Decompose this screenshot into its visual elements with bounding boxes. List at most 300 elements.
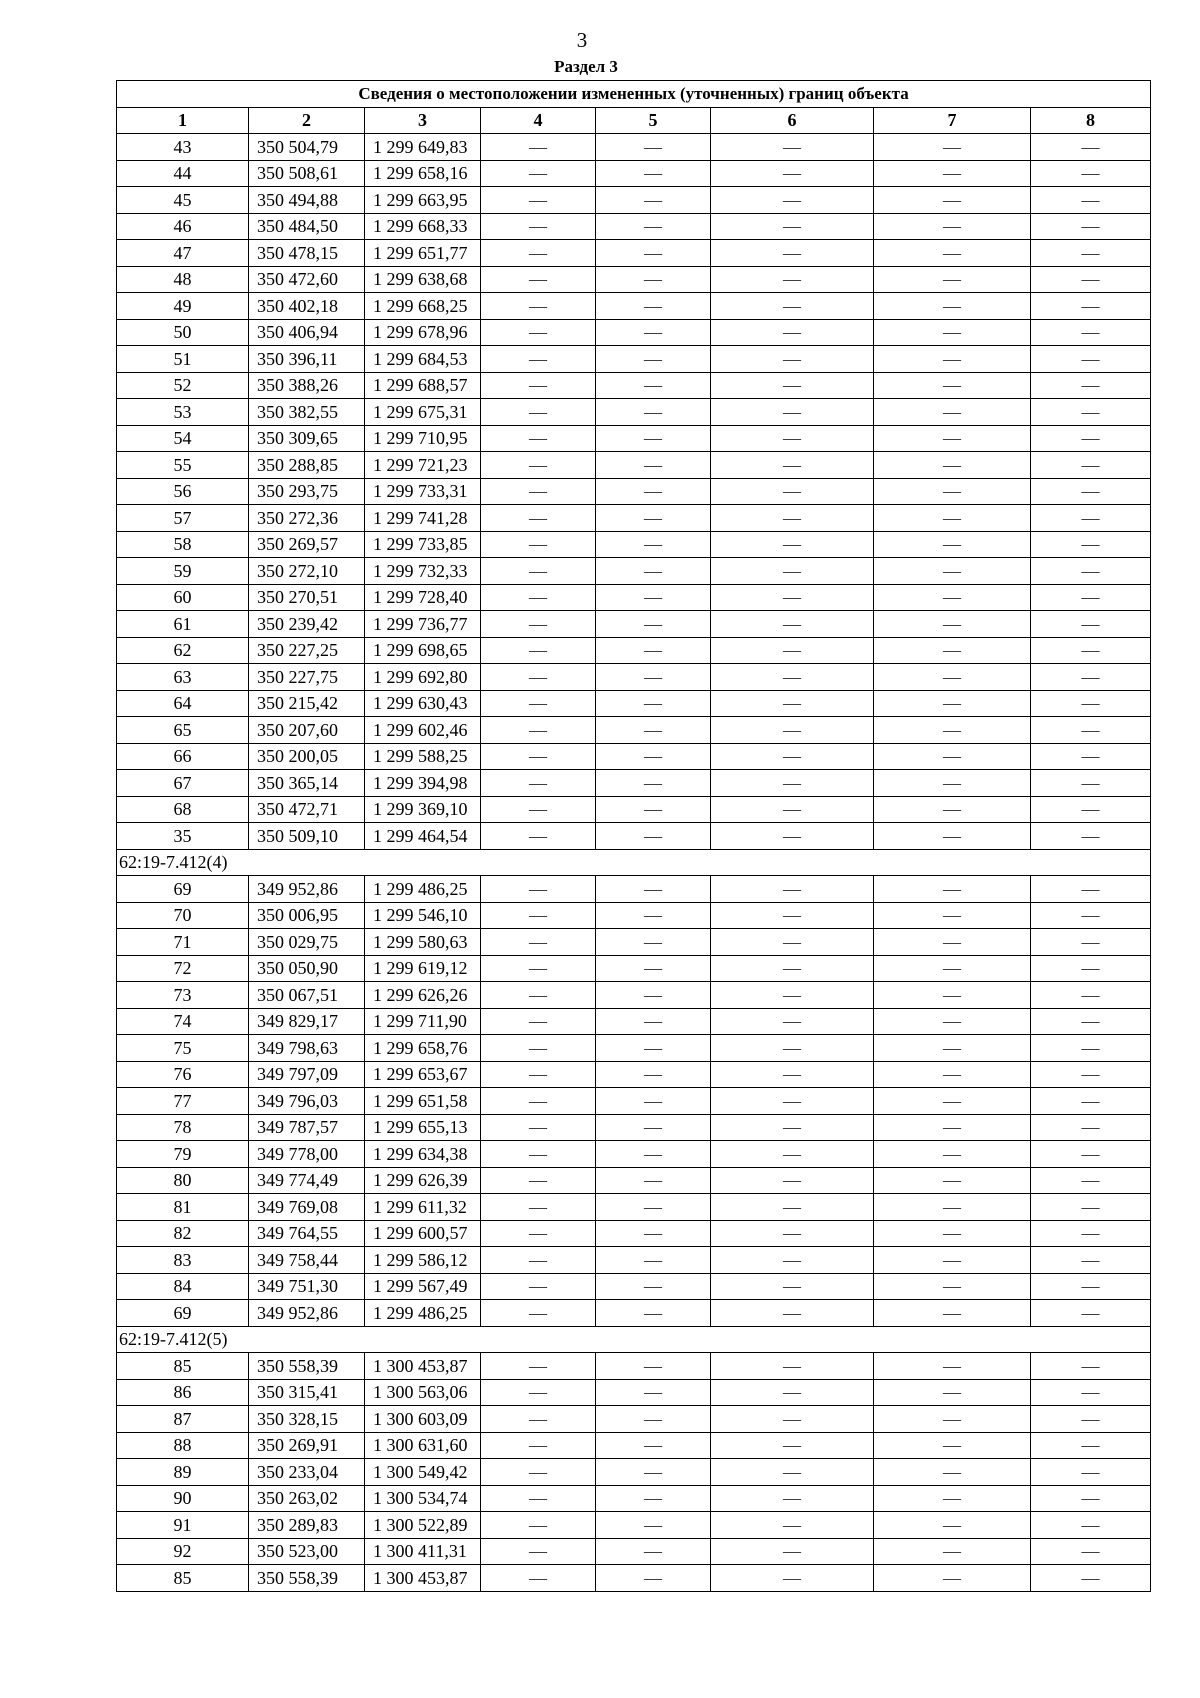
empty-value-cell: — <box>711 902 874 929</box>
table-row <box>117 1432 1151 1459</box>
empty-value-cell: — <box>711 1035 874 1062</box>
empty-value-cell: — <box>1031 558 1151 585</box>
point-number-cell: 67 <box>117 770 249 797</box>
y-coordinate-cell: 1 299 658,16 <box>365 160 481 187</box>
column-header-6: 6 <box>711 107 874 134</box>
y-coordinate-cell: 1 299 588,25 <box>365 743 481 770</box>
point-number-cell: 54 <box>117 425 249 452</box>
table-row <box>117 134 1151 161</box>
empty-value-cell: — <box>481 531 596 558</box>
empty-value-cell: — <box>711 505 874 532</box>
y-coordinate-cell: 1 299 658,76 <box>365 1035 481 1062</box>
point-number-cell: 64 <box>117 690 249 717</box>
empty-value-cell: — <box>481 293 596 320</box>
empty-value-cell: — <box>1031 1273 1151 1300</box>
empty-value-cell: — <box>874 452 1031 479</box>
empty-value-cell: — <box>481 452 596 479</box>
x-coordinate-cell: 350 272,10 <box>249 558 365 585</box>
table-row <box>117 902 1151 929</box>
table-row <box>117 664 1151 691</box>
y-coordinate-cell: 1 299 692,80 <box>365 664 481 691</box>
y-coordinate-cell: 1 300 453,87 <box>365 1565 481 1592</box>
y-coordinate-cell: 1 299 710,95 <box>365 425 481 452</box>
y-coordinate-cell: 1 299 486,25 <box>365 1300 481 1327</box>
empty-value-cell: — <box>874 187 1031 214</box>
empty-value-cell: — <box>1031 1114 1151 1141</box>
empty-value-cell: — <box>711 1167 874 1194</box>
table-row <box>117 558 1151 585</box>
empty-value-cell: — <box>711 982 874 1009</box>
x-coordinate-cell: 350 272,36 <box>249 505 365 532</box>
y-coordinate-cell: 1 299 728,40 <box>365 584 481 611</box>
x-coordinate-cell: 349 952,86 <box>249 876 365 903</box>
y-coordinate-cell: 1 299 634,38 <box>365 1141 481 1168</box>
point-number-cell: 91 <box>117 1512 249 1539</box>
x-coordinate-cell: 350 293,75 <box>249 478 365 505</box>
y-coordinate-cell: 1 299 619,12 <box>365 955 481 982</box>
x-coordinate-cell: 350 382,55 <box>249 399 365 426</box>
table-row <box>117 743 1151 770</box>
empty-value-cell: — <box>596 425 711 452</box>
empty-value-cell: — <box>874 876 1031 903</box>
point-number-cell: 74 <box>117 1008 249 1035</box>
empty-value-cell: — <box>596 1008 711 1035</box>
empty-value-cell: — <box>711 478 874 505</box>
empty-value-cell: — <box>874 1061 1031 1088</box>
empty-value-cell: — <box>711 1008 874 1035</box>
empty-value-cell: — <box>874 823 1031 850</box>
point-number-cell: 80 <box>117 1167 249 1194</box>
empty-value-cell: — <box>481 664 596 691</box>
empty-value-cell: — <box>711 1538 874 1565</box>
empty-value-cell: — <box>874 160 1031 187</box>
empty-value-cell: — <box>1031 1141 1151 1168</box>
x-coordinate-cell: 350 029,75 <box>249 929 365 956</box>
y-coordinate-cell: 1 299 733,85 <box>365 531 481 558</box>
empty-value-cell: — <box>711 1379 874 1406</box>
empty-value-cell: — <box>874 1379 1031 1406</box>
empty-value-cell: — <box>874 1512 1031 1539</box>
y-coordinate-cell: 1 299 546,10 <box>365 902 481 929</box>
x-coordinate-cell: 350 200,05 <box>249 743 365 770</box>
empty-value-cell: — <box>1031 160 1151 187</box>
empty-value-cell: — <box>481 372 596 399</box>
empty-value-cell: — <box>1031 611 1151 638</box>
empty-value-cell: — <box>596 584 711 611</box>
empty-value-cell: — <box>1031 346 1151 373</box>
empty-value-cell: — <box>481 160 596 187</box>
empty-value-cell: — <box>596 1141 711 1168</box>
y-coordinate-cell: 1 299 638,68 <box>365 266 481 293</box>
empty-value-cell: — <box>596 1406 711 1433</box>
table-row <box>117 1035 1151 1062</box>
y-coordinate-cell: 1 299 698,65 <box>365 637 481 664</box>
group-header-row <box>117 849 1151 876</box>
boundary-coordinates-table <box>116 80 1151 1592</box>
y-coordinate-cell: 1 299 721,23 <box>365 452 481 479</box>
empty-value-cell: — <box>874 505 1031 532</box>
empty-value-cell: — <box>596 1061 711 1088</box>
empty-value-cell: — <box>874 637 1031 664</box>
empty-value-cell: — <box>596 1459 711 1486</box>
table-row <box>117 319 1151 346</box>
empty-value-cell: — <box>1031 637 1151 664</box>
x-coordinate-cell: 350 006,95 <box>249 902 365 929</box>
point-number-cell: 90 <box>117 1485 249 1512</box>
empty-value-cell: — <box>481 399 596 426</box>
x-coordinate-cell: 350 050,90 <box>249 955 365 982</box>
x-coordinate-cell: 350 472,60 <box>249 266 365 293</box>
point-number-cell: 84 <box>117 1273 249 1300</box>
y-coordinate-cell: 1 300 563,06 <box>365 1379 481 1406</box>
y-coordinate-cell: 1 299 586,12 <box>365 1247 481 1274</box>
empty-value-cell: — <box>874 558 1031 585</box>
x-coordinate-cell: 350 263,02 <box>249 1485 365 1512</box>
empty-value-cell: — <box>1031 187 1151 214</box>
empty-value-cell: — <box>596 929 711 956</box>
empty-value-cell: — <box>874 1565 1031 1592</box>
empty-value-cell: — <box>711 558 874 585</box>
empty-value-cell: — <box>596 1565 711 1592</box>
table-row <box>117 1141 1151 1168</box>
table-row <box>117 531 1151 558</box>
empty-value-cell: — <box>711 187 874 214</box>
empty-value-cell: — <box>481 478 596 505</box>
x-coordinate-cell: 349 787,57 <box>249 1114 365 1141</box>
empty-value-cell: — <box>1031 823 1151 850</box>
y-coordinate-cell: 1 299 668,25 <box>365 293 481 320</box>
empty-value-cell: — <box>711 717 874 744</box>
point-number-cell: 35 <box>117 823 249 850</box>
table-row <box>117 266 1151 293</box>
empty-value-cell: — <box>481 1406 596 1433</box>
empty-value-cell: — <box>874 611 1031 638</box>
column-header-7: 7 <box>874 107 1031 134</box>
table-row <box>117 876 1151 903</box>
table-row <box>117 1512 1151 1539</box>
empty-value-cell: — <box>1031 1008 1151 1035</box>
empty-value-cell: — <box>481 823 596 850</box>
empty-value-cell: — <box>711 1406 874 1433</box>
point-number-cell: 76 <box>117 1061 249 1088</box>
x-coordinate-cell: 350 207,60 <box>249 717 365 744</box>
empty-value-cell: — <box>711 876 874 903</box>
empty-value-cell: — <box>596 558 711 585</box>
empty-value-cell: — <box>596 796 711 823</box>
x-coordinate-cell: 350 472,71 <box>249 796 365 823</box>
empty-value-cell: — <box>711 955 874 982</box>
table-title: Сведения о местоположении измененных (уточненных) границ объекта <box>117 81 1151 108</box>
empty-value-cell: — <box>1031 399 1151 426</box>
x-coordinate-cell: 350 288,85 <box>249 452 365 479</box>
table-row <box>117 796 1151 823</box>
empty-value-cell: — <box>1031 1247 1151 1274</box>
y-coordinate-cell: 1 299 630,43 <box>365 690 481 717</box>
empty-value-cell: — <box>481 796 596 823</box>
y-coordinate-cell: 1 299 600,57 <box>365 1220 481 1247</box>
empty-value-cell: — <box>481 584 596 611</box>
x-coordinate-cell: 350 504,79 <box>249 134 365 161</box>
point-number-cell: 89 <box>117 1459 249 1486</box>
empty-value-cell: — <box>596 266 711 293</box>
x-coordinate-cell: 350 402,18 <box>249 293 365 320</box>
column-header-row <box>117 107 1151 134</box>
x-coordinate-cell: 350 494,88 <box>249 187 365 214</box>
empty-value-cell: — <box>596 293 711 320</box>
empty-value-cell: — <box>874 240 1031 267</box>
y-coordinate-cell: 1 299 464,54 <box>365 823 481 850</box>
empty-value-cell: — <box>711 425 874 452</box>
point-number-cell: 81 <box>117 1194 249 1221</box>
table-row <box>117 717 1151 744</box>
y-coordinate-cell: 1 299 486,25 <box>365 876 481 903</box>
empty-value-cell: — <box>874 1114 1031 1141</box>
table-row <box>117 505 1151 532</box>
table-row <box>117 478 1151 505</box>
point-number-cell: 45 <box>117 187 249 214</box>
empty-value-cell: — <box>1031 266 1151 293</box>
table-row <box>117 611 1151 638</box>
empty-value-cell: — <box>874 399 1031 426</box>
empty-value-cell: — <box>596 213 711 240</box>
column-header-5: 5 <box>596 107 711 134</box>
empty-value-cell: — <box>874 902 1031 929</box>
table-row <box>117 1247 1151 1274</box>
x-coordinate-cell: 350 315,41 <box>249 1379 365 1406</box>
y-coordinate-cell: 1 299 567,49 <box>365 1273 481 1300</box>
group-header-row <box>117 1326 1151 1353</box>
y-coordinate-cell: 1 300 631,60 <box>365 1432 481 1459</box>
section-title: Раздел 3 <box>554 57 618 76</box>
x-coordinate-cell: 350 388,26 <box>249 372 365 399</box>
table-row <box>117 452 1151 479</box>
empty-value-cell: — <box>1031 452 1151 479</box>
empty-value-cell: — <box>711 1459 874 1486</box>
empty-value-cell: — <box>481 1088 596 1115</box>
empty-value-cell: — <box>481 1432 596 1459</box>
empty-value-cell: — <box>1031 240 1151 267</box>
empty-value-cell: — <box>711 1273 874 1300</box>
y-coordinate-cell: 1 299 580,63 <box>365 929 481 956</box>
empty-value-cell: — <box>481 425 596 452</box>
table-row <box>117 1300 1151 1327</box>
point-number-cell: 63 <box>117 664 249 691</box>
table-row <box>117 1114 1151 1141</box>
empty-value-cell: — <box>481 637 596 664</box>
empty-value-cell: — <box>1031 372 1151 399</box>
y-coordinate-cell: 1 299 394,98 <box>365 770 481 797</box>
x-coordinate-cell: 350 523,00 <box>249 1538 365 1565</box>
table-row <box>117 1194 1151 1221</box>
y-coordinate-cell: 1 299 655,13 <box>365 1114 481 1141</box>
table-body <box>117 134 1151 1592</box>
x-coordinate-cell: 349 758,44 <box>249 1247 365 1274</box>
empty-value-cell: — <box>481 1538 596 1565</box>
empty-value-cell: — <box>481 1353 596 1380</box>
x-coordinate-cell: 350 508,61 <box>249 160 365 187</box>
table-row <box>117 1273 1151 1300</box>
x-coordinate-cell: 350 509,10 <box>249 823 365 850</box>
x-coordinate-cell: 350 269,91 <box>249 1432 365 1459</box>
y-coordinate-cell: 1 299 684,53 <box>365 346 481 373</box>
x-coordinate-cell: 349 778,00 <box>249 1141 365 1168</box>
empty-value-cell: — <box>874 134 1031 161</box>
point-number-cell: 43 <box>117 134 249 161</box>
x-coordinate-cell: 350 270,51 <box>249 584 365 611</box>
point-number-cell: 79 <box>117 1141 249 1168</box>
empty-value-cell: — <box>711 240 874 267</box>
empty-value-cell: — <box>1031 1512 1151 1539</box>
empty-value-cell: — <box>874 1220 1031 1247</box>
empty-value-cell: — <box>596 770 711 797</box>
empty-value-cell: — <box>596 1379 711 1406</box>
point-number-cell: 85 <box>117 1565 249 1592</box>
empty-value-cell: — <box>711 319 874 346</box>
table-row <box>117 425 1151 452</box>
table-row <box>117 823 1151 850</box>
empty-value-cell: — <box>711 293 874 320</box>
table-row <box>117 372 1151 399</box>
empty-value-cell: — <box>481 876 596 903</box>
empty-value-cell: — <box>711 399 874 426</box>
empty-value-cell: — <box>1031 293 1151 320</box>
empty-value-cell: — <box>874 531 1031 558</box>
empty-value-cell: — <box>874 266 1031 293</box>
point-number-cell: 58 <box>117 531 249 558</box>
empty-value-cell: — <box>596 664 711 691</box>
table-row <box>117 1459 1151 1486</box>
y-coordinate-cell: 1 300 603,09 <box>365 1406 481 1433</box>
y-coordinate-cell: 1 300 453,87 <box>365 1353 481 1380</box>
y-coordinate-cell: 1 300 522,89 <box>365 1512 481 1539</box>
x-coordinate-cell: 350 406,94 <box>249 319 365 346</box>
empty-value-cell: — <box>874 1008 1031 1035</box>
empty-value-cell: — <box>1031 1565 1151 1592</box>
x-coordinate-cell: 349 751,30 <box>249 1273 365 1300</box>
empty-value-cell: — <box>1031 1167 1151 1194</box>
empty-value-cell: — <box>1031 902 1151 929</box>
empty-value-cell: — <box>1031 743 1151 770</box>
table-row <box>117 1485 1151 1512</box>
empty-value-cell: — <box>481 213 596 240</box>
empty-value-cell: — <box>1031 1432 1151 1459</box>
empty-value-cell: — <box>711 664 874 691</box>
x-coordinate-cell: 350 227,25 <box>249 637 365 664</box>
empty-value-cell: — <box>711 823 874 850</box>
empty-value-cell: — <box>711 372 874 399</box>
x-coordinate-cell: 350 478,15 <box>249 240 365 267</box>
empty-value-cell: — <box>711 611 874 638</box>
y-coordinate-cell: 1 299 688,57 <box>365 372 481 399</box>
point-number-cell: 49 <box>117 293 249 320</box>
empty-value-cell: — <box>596 1432 711 1459</box>
table-row <box>117 187 1151 214</box>
empty-value-cell: — <box>596 876 711 903</box>
empty-value-cell: — <box>711 1565 874 1592</box>
empty-value-cell: — <box>481 902 596 929</box>
table-row <box>117 1565 1151 1592</box>
point-number-cell: 88 <box>117 1432 249 1459</box>
empty-value-cell: — <box>711 743 874 770</box>
x-coordinate-cell: 350 233,04 <box>249 1459 365 1486</box>
point-number-cell: 77 <box>117 1088 249 1115</box>
empty-value-cell: — <box>1031 1061 1151 1088</box>
point-number-cell: 56 <box>117 478 249 505</box>
x-coordinate-cell: 350 239,42 <box>249 611 365 638</box>
empty-value-cell: — <box>1031 1088 1151 1115</box>
empty-value-cell: — <box>596 399 711 426</box>
empty-value-cell: — <box>874 1247 1031 1274</box>
empty-value-cell: — <box>596 372 711 399</box>
x-coordinate-cell: 349 952,86 <box>249 1300 365 1327</box>
empty-value-cell: — <box>1031 584 1151 611</box>
point-number-cell: 55 <box>117 452 249 479</box>
empty-value-cell: — <box>874 770 1031 797</box>
empty-value-cell: — <box>874 1485 1031 1512</box>
table-row <box>117 955 1151 982</box>
empty-value-cell: — <box>596 1167 711 1194</box>
empty-value-cell: — <box>481 1008 596 1035</box>
empty-value-cell: — <box>1031 1194 1151 1221</box>
empty-value-cell: — <box>481 266 596 293</box>
x-coordinate-cell: 349 797,09 <box>249 1061 365 1088</box>
empty-value-cell: — <box>874 982 1031 1009</box>
y-coordinate-cell: 1 299 611,32 <box>365 1194 481 1221</box>
empty-value-cell: — <box>711 1485 874 1512</box>
empty-value-cell: — <box>596 743 711 770</box>
table-row <box>117 929 1151 956</box>
empty-value-cell: — <box>1031 1220 1151 1247</box>
table-row <box>117 240 1151 267</box>
empty-value-cell: — <box>711 346 874 373</box>
table-row <box>117 160 1151 187</box>
empty-value-cell: — <box>1031 1459 1151 1486</box>
empty-value-cell: — <box>481 982 596 1009</box>
y-coordinate-cell: 1 299 602,46 <box>365 717 481 744</box>
empty-value-cell: — <box>1031 1538 1151 1565</box>
empty-value-cell: — <box>1031 690 1151 717</box>
empty-value-cell: — <box>874 1167 1031 1194</box>
empty-value-cell: — <box>596 1194 711 1221</box>
empty-value-cell: — <box>1031 1035 1151 1062</box>
empty-value-cell: — <box>596 823 711 850</box>
y-coordinate-cell: 1 299 651,58 <box>365 1088 481 1115</box>
x-coordinate-cell: 350 558,39 <box>249 1565 365 1592</box>
table-row <box>117 399 1151 426</box>
y-coordinate-cell: 1 299 678,96 <box>365 319 481 346</box>
table-row <box>117 1220 1151 1247</box>
y-coordinate-cell: 1 300 411,31 <box>365 1538 481 1565</box>
empty-value-cell: — <box>1031 1406 1151 1433</box>
empty-value-cell: — <box>596 1512 711 1539</box>
x-coordinate-cell: 350 365,14 <box>249 770 365 797</box>
column-header-2: 2 <box>249 107 365 134</box>
empty-value-cell: — <box>711 1088 874 1115</box>
y-coordinate-cell: 1 299 733,31 <box>365 478 481 505</box>
y-coordinate-cell: 1 299 736,77 <box>365 611 481 638</box>
x-coordinate-cell: 350 396,11 <box>249 346 365 373</box>
table-row <box>117 1061 1151 1088</box>
empty-value-cell: — <box>874 717 1031 744</box>
table-row <box>117 1353 1151 1380</box>
point-number-cell: 51 <box>117 346 249 373</box>
y-coordinate-cell: 1 299 711,90 <box>365 1008 481 1035</box>
empty-value-cell: — <box>1031 425 1151 452</box>
table-row <box>117 293 1151 320</box>
empty-value-cell: — <box>711 1061 874 1088</box>
y-coordinate-cell: 1 300 549,42 <box>365 1459 481 1486</box>
empty-value-cell: — <box>481 1459 596 1486</box>
